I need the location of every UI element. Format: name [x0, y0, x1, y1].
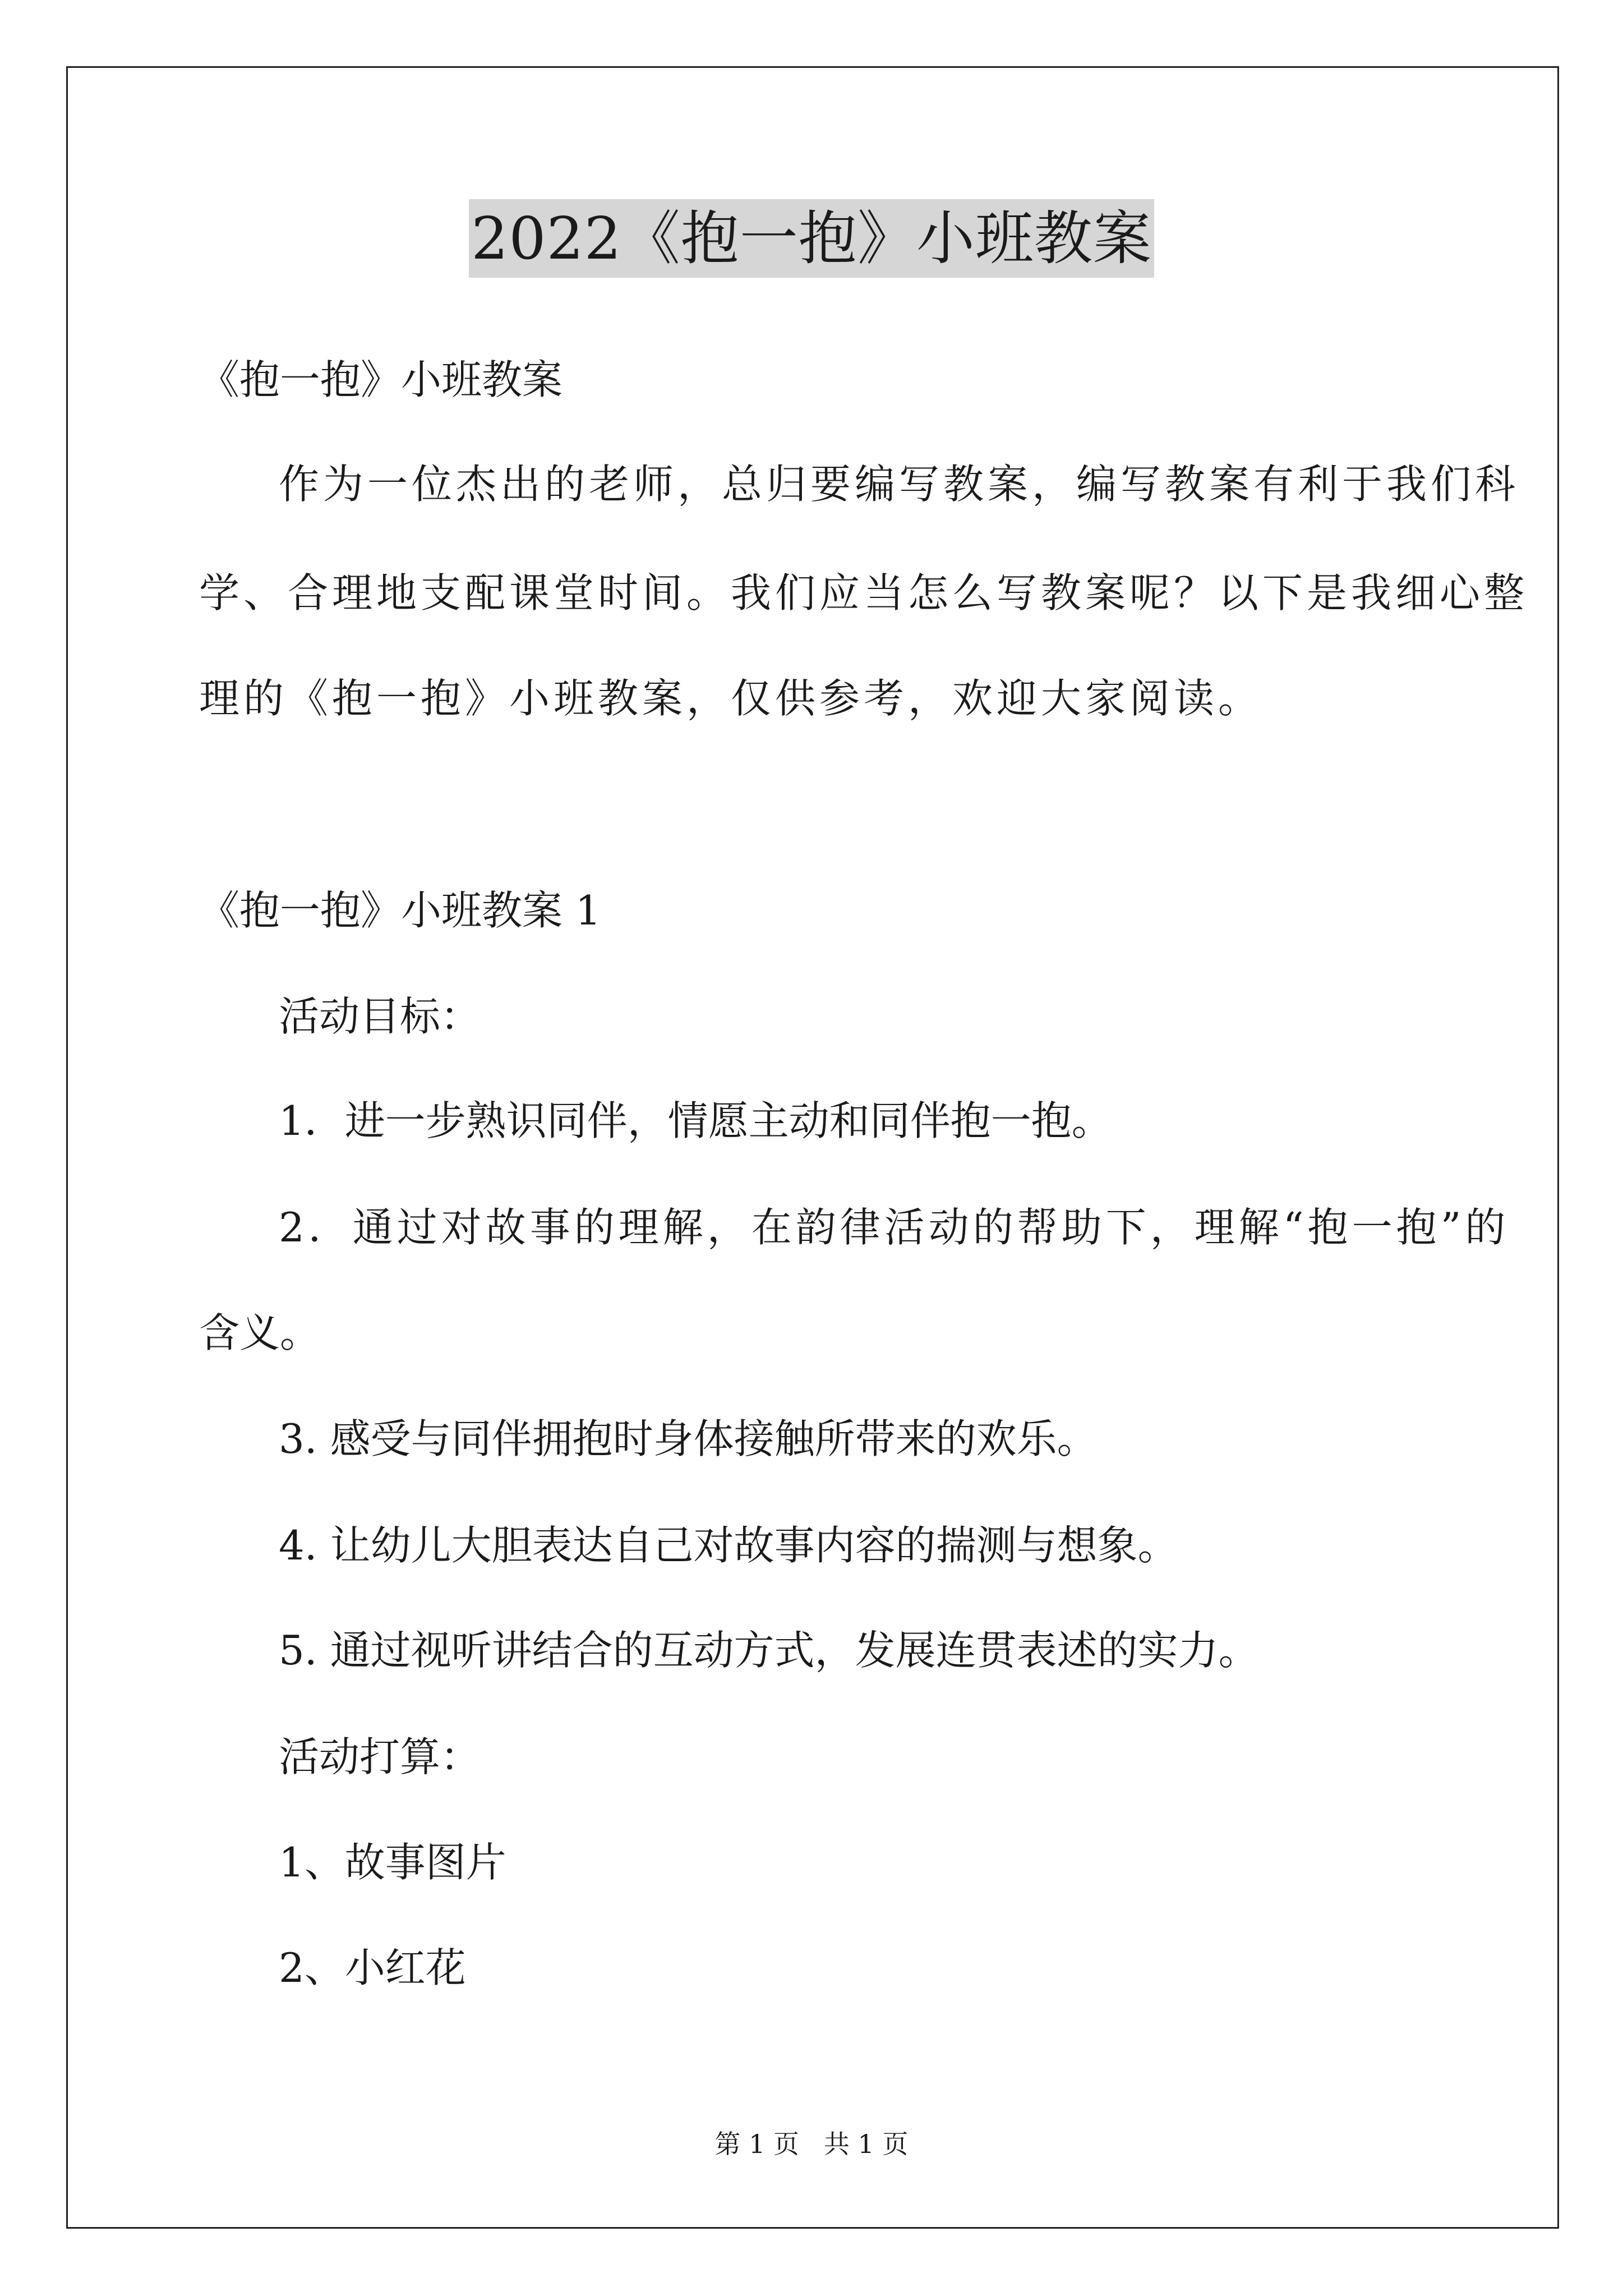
goal-item-1: 1．进一步熟识同伴，情愿主动和同伴抱一抱。	[279, 1097, 1112, 1144]
goal-item-2-cont: 含义。	[199, 1309, 321, 1356]
goal-item-2: 2．通过对故事的理解，在韵律活动的帮助下，理解“抱一抱”的	[279, 1204, 1510, 1251]
prep-item-1: 1、故事图片	[279, 1839, 506, 1886]
page-footer: 第 1 页 共 1 页	[714, 2129, 909, 2159]
intro-line-2: 学、合理地支配课堂时间。我们应当怎么写教案呢？以下是我细心整	[199, 569, 1529, 616]
title-container	[0, 199, 1623, 278]
prep-heading: 活动打算：	[279, 1733, 481, 1780]
section-heading: 《抱一抱》小班教案 1	[199, 887, 601, 934]
prep-item-2: 2、小红花	[279, 1944, 466, 1991]
goal-item-3: 3. 感受与同伴拥抱时身体接触所带来的欢乐。	[279, 1415, 1098, 1462]
document-subtitle: 《抱一抱》小班教案	[199, 356, 563, 403]
goal-item-4: 4. 让幼儿大胆表达自己对故事内容的揣测与想象。	[279, 1522, 1178, 1569]
goal-item-5: 5. 通过视听讲结合的互动方式，发展连贯表述的实力。	[279, 1627, 1259, 1674]
document-title: 2022《抱一抱》小班教案	[469, 199, 1154, 278]
intro-line-1: 作为一位杰出的老师，总归要编写教案，编写教案有利于我们科	[279, 461, 1520, 508]
intro-line-3: 理的《抱一抱》小班教案，仅供参考，欢迎大家阅读。	[199, 675, 1263, 722]
goals-heading: 活动目标：	[279, 993, 481, 1040]
